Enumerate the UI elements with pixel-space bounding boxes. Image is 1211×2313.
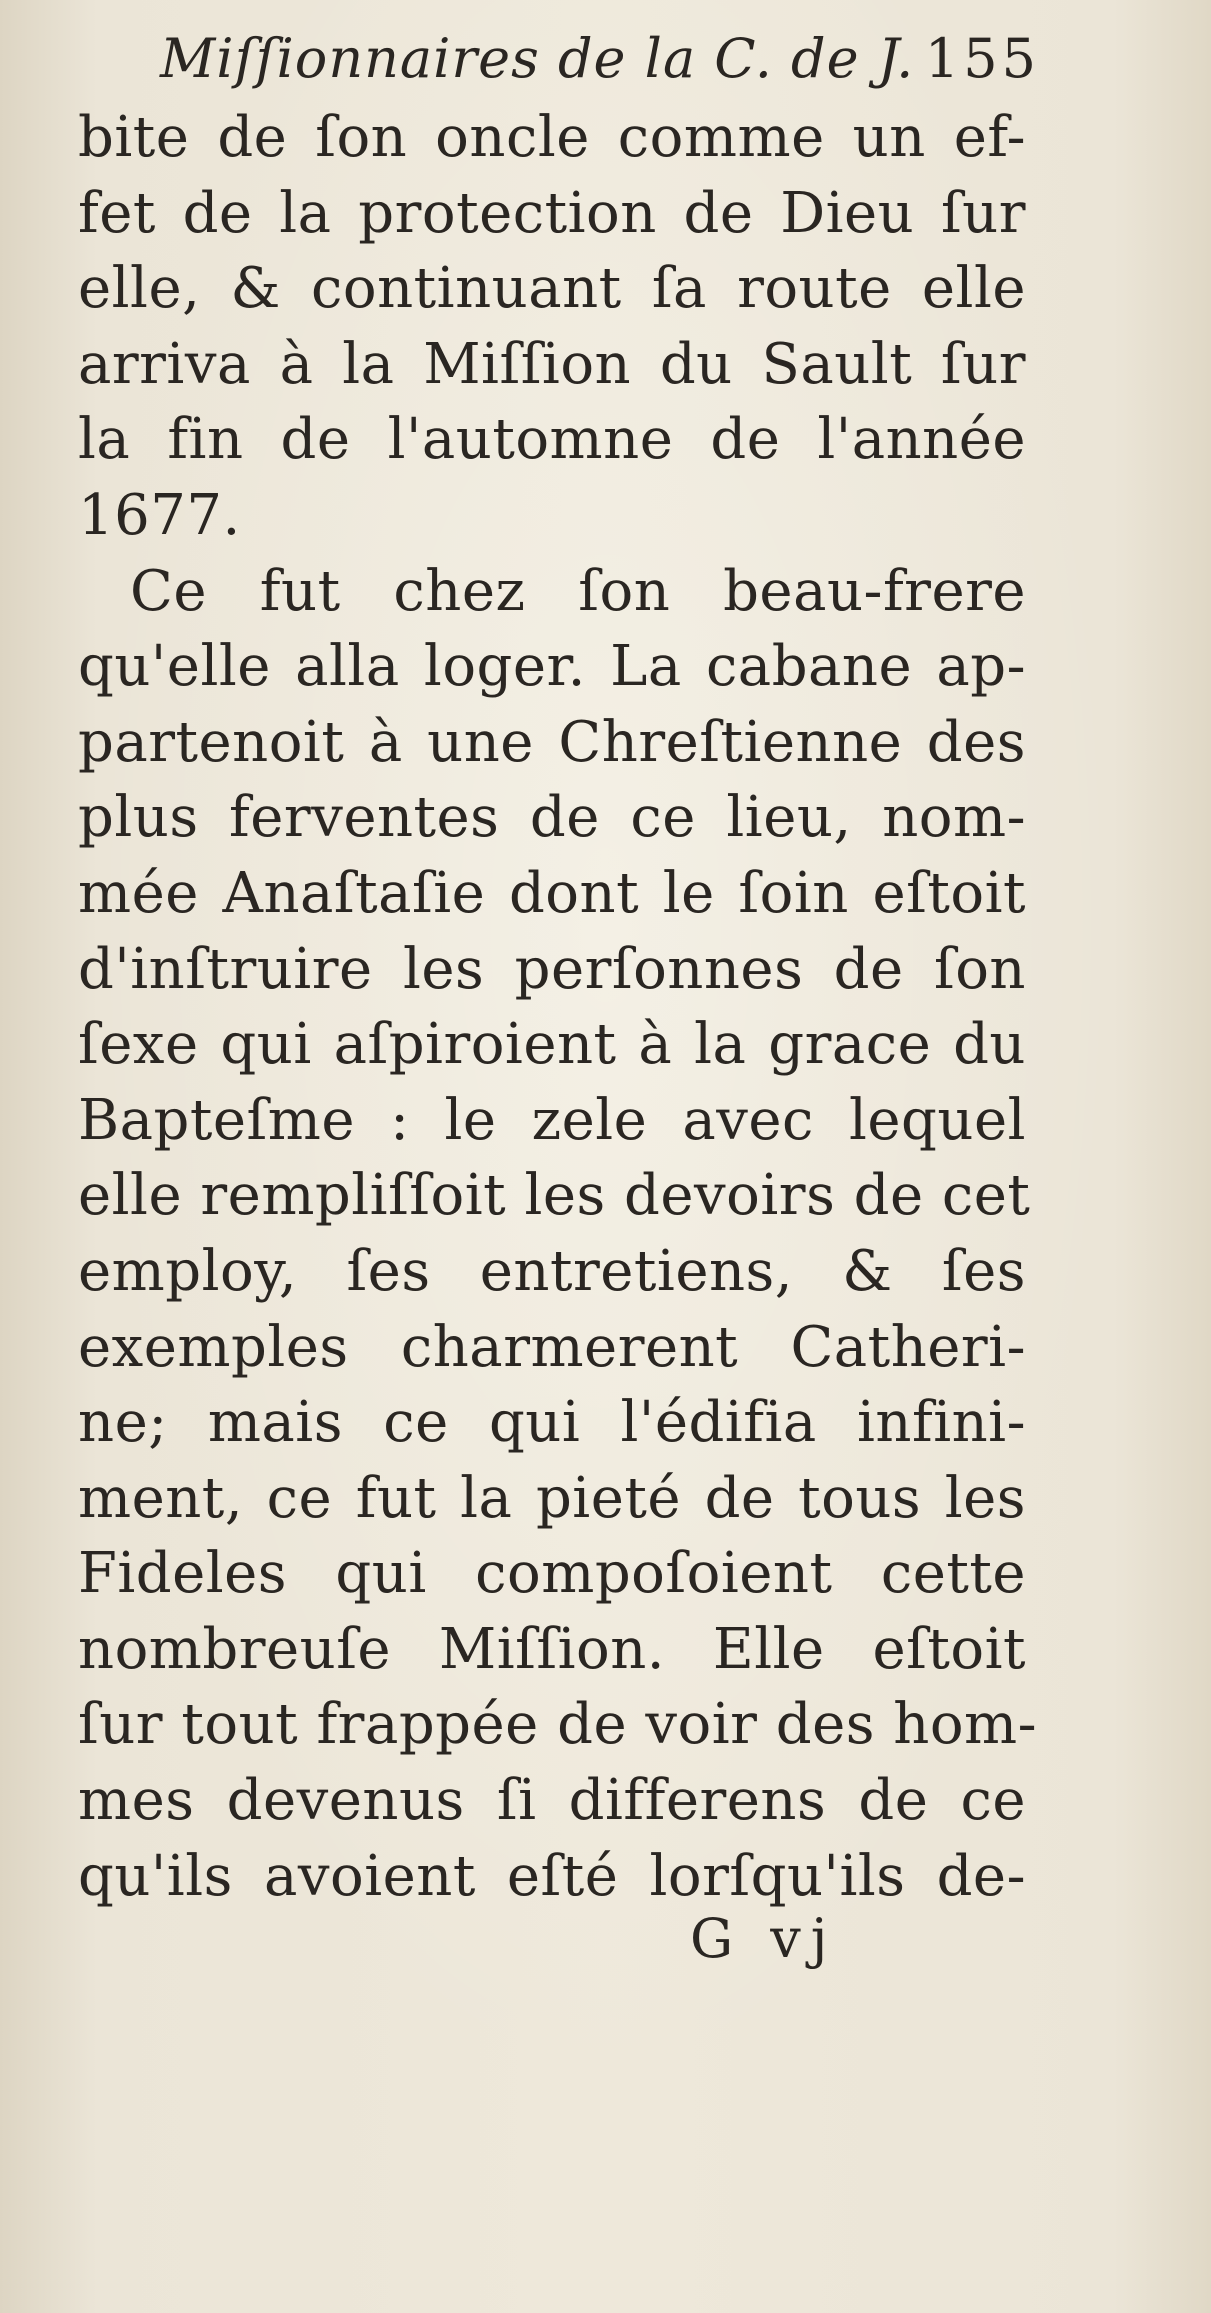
running-title: Miſſionnaires de la C. de J. [160,27,915,90]
text-line: mes devenus ſi differens de ce [78,1768,1026,1834]
text-line: qu'ils avoient eſté lorſqu'ils de- [78,1843,1026,1909]
text-line: exemples charmerent Catheri- [78,1314,1026,1380]
text-line: plus ferventes de ce lieu, nom- [78,785,1026,851]
text-line: ſur tout frappée de voir des hom- [78,1692,1038,1758]
text-line: elle rempliſſoit les devoirs de cet [78,1163,1031,1229]
paragraph-start-line: Ce fut chez ſon beau-frere [130,558,1026,624]
text-line: ne; mais ce qui l'édifia infini- [78,1390,1026,1456]
running-head [160,24,1040,94]
text-line: Bapteſme : le zele avec lequel [78,1087,1026,1153]
text-line: mée Anaſtaſie dont le ſoin eſtoit [78,860,1026,926]
text-line: ment, ce fut la pieté de tous les [78,1465,1026,1531]
text-line: elle, & continuant ſa route elle [78,256,1026,322]
text-line: la fin de l'automne de l'année [78,407,1026,473]
text-line: partenoit à une Chreſtienne des [78,709,1026,775]
page-number: 155 [924,27,1040,90]
text-line: bite de ſon oncle comme un ef- [78,105,1026,170]
text-line: d'inſtruire les perſonnes de ſon [78,936,1026,1002]
text-line: Fideles qui compoſoient cette [78,1541,1026,1607]
text-line: arriva à la Miſſion du Sault ſur [78,331,1026,397]
text-line: fet de la protection de Dieu ſur [78,180,1026,246]
body-text [78,100,1038,1914]
text-line: qu'elle alla loger. La cabane ap- [78,634,1026,700]
text-line: nombreuſe Miſſion. Elle eſtoit [78,1616,1026,1682]
text-line: ſexe qui aſpiroient à la grace du [78,1012,1026,1078]
text-line: employ, ſes entretiens, & ſes [78,1238,1026,1304]
signature-mark: G vj [690,1907,838,1970]
text-line: 1677. [78,482,241,548]
